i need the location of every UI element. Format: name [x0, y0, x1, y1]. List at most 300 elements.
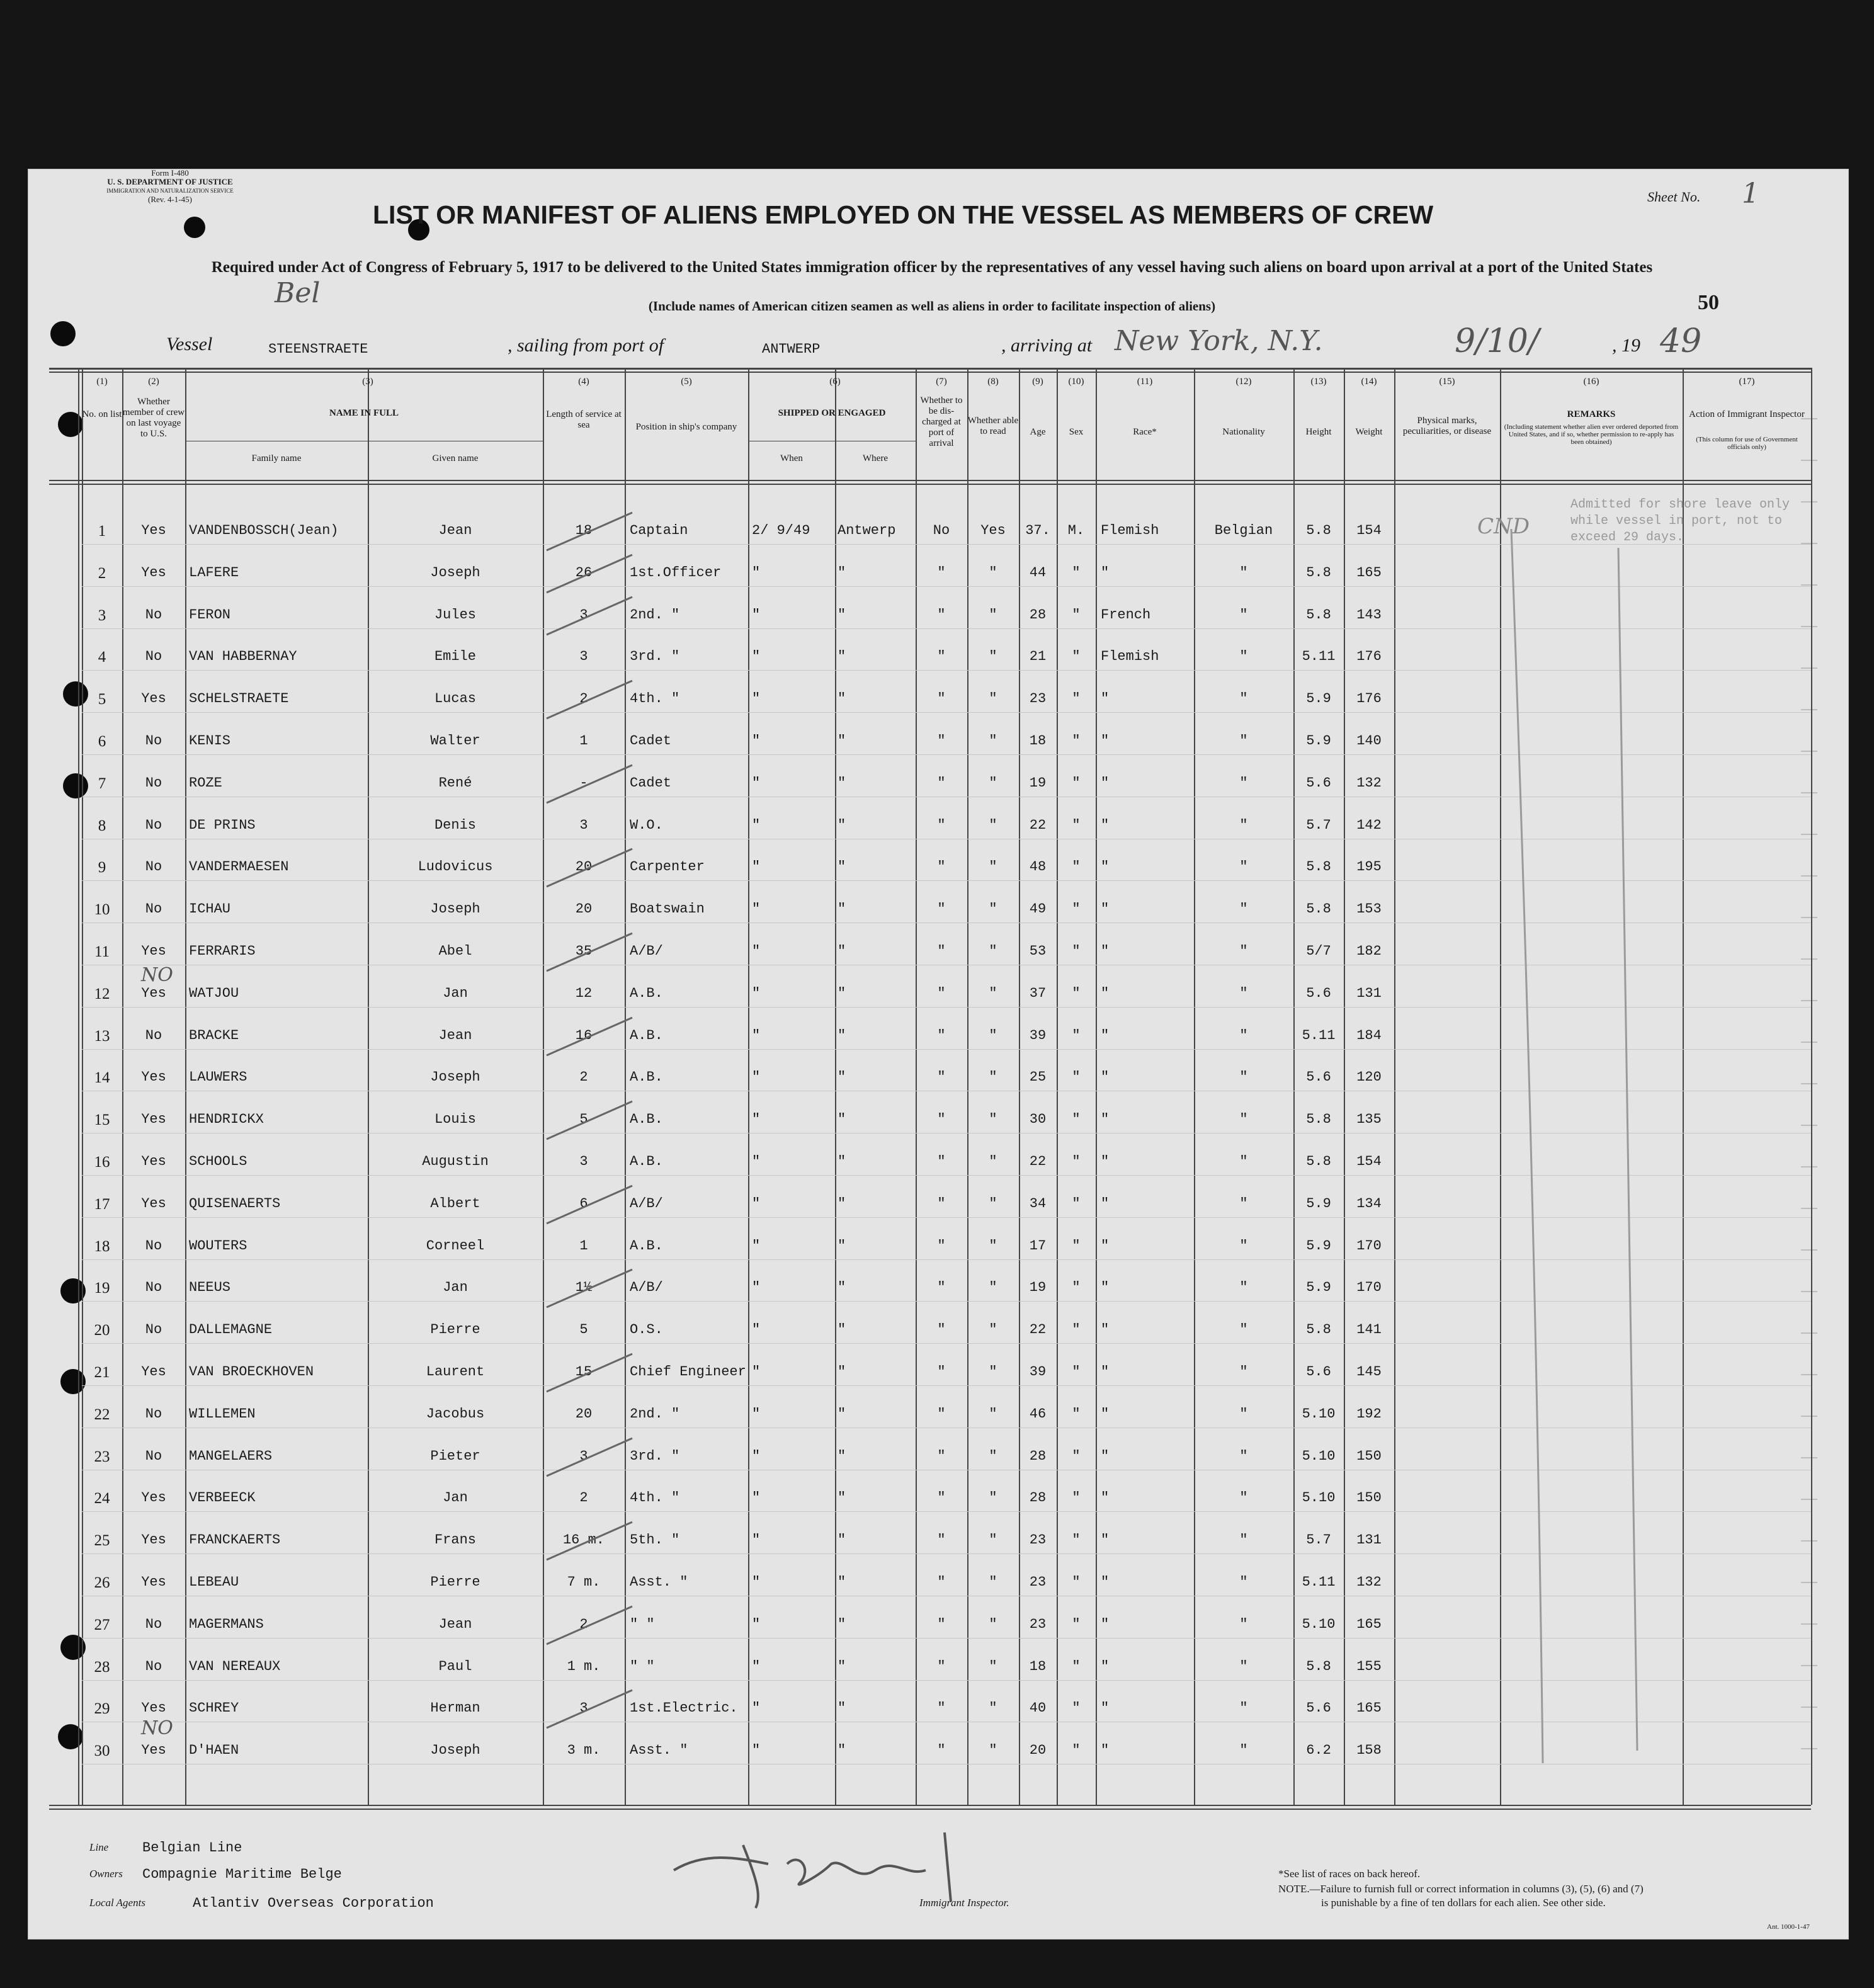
column-number: (10) [1068, 377, 1084, 387]
cell-race: " [1101, 985, 1110, 1001]
cell-position: Carpenter [630, 859, 705, 875]
cell-weight: 120 [1356, 1069, 1382, 1085]
cell-sex: " [1072, 1659, 1081, 1674]
cell-dis: " [937, 1659, 946, 1674]
cell-dis: " [937, 1322, 946, 1338]
cell-where: " [838, 1700, 846, 1716]
cell-sex: " [1072, 859, 1081, 875]
cell-where: " [838, 1406, 846, 1422]
cell-height: 5.11 [1302, 1028, 1336, 1043]
cell-position: 1st.Electric. [630, 1700, 738, 1716]
cell-height: 5.6 [1306, 985, 1331, 1001]
cell-weight: 132 [1356, 775, 1382, 791]
cell-no: 26 [94, 1574, 110, 1591]
column-number: (3) [362, 377, 373, 387]
cell-position: Cadet [630, 733, 672, 749]
cell-weight: 150 [1356, 1490, 1382, 1506]
cell-dis: " [937, 985, 946, 1001]
cell-when: " [752, 565, 761, 581]
cell-nat: " [1239, 985, 1248, 1001]
cell-service: 1 m. [567, 1659, 601, 1674]
cell-weight: 131 [1356, 1532, 1382, 1548]
cell-position: 1st.Officer [630, 565, 722, 581]
cell-no: 19 [94, 1280, 110, 1297]
cell-when: " [752, 1028, 761, 1043]
agents-label: Local Agents [89, 1897, 145, 1909]
cell-sex: " [1072, 1742, 1081, 1758]
cell-given: Jan [443, 1490, 468, 1506]
cell-height: 5.8 [1306, 1154, 1331, 1169]
remarks-line-3: exceed 29 days. [1570, 530, 1684, 545]
cell-nat: " [1239, 1406, 1248, 1422]
cell-service: 2 [579, 1616, 588, 1632]
column-header: REMARKS [1567, 409, 1616, 419]
cell-race: " [1101, 1154, 1110, 1169]
column-number: (17) [1739, 377, 1755, 387]
cell-nat: " [1239, 1490, 1248, 1506]
cell-given: Walter [430, 733, 480, 749]
cell-nat: " [1239, 1196, 1248, 1212]
year-prefix: , 19 [1612, 335, 1640, 356]
cell-when: " [752, 943, 761, 959]
cell-service: 15 [575, 1364, 593, 1380]
cell-service: 16 m. [562, 1532, 605, 1548]
cell-height: 5.6 [1306, 775, 1331, 791]
column-header: Given name [432, 453, 479, 463]
cell-weight: 135 [1356, 1111, 1382, 1127]
column-number: (11) [1137, 377, 1153, 387]
cell-read: " [989, 1111, 997, 1127]
cell-prev: No [145, 733, 162, 749]
cell-prev: Yes [141, 1196, 166, 1212]
cell-family: FERRARIS [189, 943, 256, 959]
cell-position: Chief Engineer [630, 1364, 746, 1380]
cell-height: 5.8 [1306, 607, 1331, 623]
cell-given: Albert [430, 1196, 480, 1212]
cell-given: Joseph [430, 1742, 480, 1758]
cell-position: 3rd. " [630, 649, 680, 664]
cell-weight: 170 [1356, 1280, 1382, 1295]
cell-weight: 165 [1356, 1616, 1382, 1632]
cell-read: " [989, 1069, 997, 1085]
cell-weight: 154 [1356, 1154, 1382, 1169]
cell-no: 20 [94, 1322, 110, 1339]
cell-service: 2 [579, 1069, 588, 1085]
cell-service: 20 [575, 859, 593, 875]
column-number: (16) [1583, 377, 1599, 387]
cell-prev: Yes [141, 1532, 166, 1548]
cell-when: " [752, 1154, 761, 1169]
cell-where: " [838, 1196, 846, 1212]
cell-when: " [752, 1364, 761, 1380]
cell-height: 5.9 [1306, 691, 1331, 707]
hand-note-row12: NO [141, 964, 173, 986]
cell-sex: " [1072, 1111, 1081, 1127]
cell-nat: " [1239, 691, 1248, 707]
cell-weight: 142 [1356, 817, 1382, 833]
cell-sex: " [1072, 1069, 1081, 1085]
cell-nat: " [1239, 1111, 1248, 1127]
cell-sex: " [1072, 607, 1081, 623]
cell-age: 22 [1029, 1322, 1047, 1338]
cell-nat: " [1239, 1154, 1248, 1169]
cell-dis: " [937, 565, 946, 581]
cell-sex: " [1072, 1490, 1081, 1506]
cell-family: D'HAEN [189, 1742, 239, 1758]
cell-service: 1 [579, 1238, 588, 1254]
cell-prev: Yes [141, 1742, 166, 1758]
cell-race: " [1101, 1532, 1110, 1548]
cell-read: " [989, 1196, 997, 1212]
line-value: Belgian Line [142, 1840, 242, 1856]
column-number: (2) [148, 377, 159, 387]
cell-where: " [838, 1280, 846, 1295]
cell-when: " [752, 1616, 761, 1632]
cell-position: " " [630, 1616, 655, 1632]
arrival-year: 49 [1660, 322, 1702, 360]
cell-nat: " [1239, 1659, 1248, 1674]
cell-race: French [1101, 607, 1151, 623]
cell-prev: Yes [141, 1574, 166, 1590]
cell-height: 5.8 [1306, 1111, 1331, 1127]
cell-prev: Yes [141, 691, 166, 707]
cell-given: Frans [434, 1532, 476, 1548]
cell-given: Corneel [426, 1238, 485, 1254]
cell-nat: " [1239, 1280, 1248, 1295]
cell-when: " [752, 1659, 761, 1674]
cell-race: " [1101, 1490, 1110, 1506]
cell-dis: " [937, 1196, 946, 1212]
cell-nat: " [1239, 1448, 1248, 1464]
cell-height: 5.8 [1306, 1659, 1331, 1674]
cell-dis: " [937, 1154, 946, 1169]
cell-race: " [1101, 1616, 1110, 1632]
cell-read: " [989, 607, 997, 623]
cell-nat: " [1239, 1574, 1248, 1590]
cell-race: " [1101, 1700, 1110, 1716]
sailing-label: , sailing from port of [508, 335, 664, 356]
cell-read: " [989, 775, 997, 791]
cell-age: 48 [1029, 859, 1047, 875]
cell-race: " [1101, 1448, 1110, 1464]
cell-family: ICHAU [189, 901, 231, 917]
owners-value: Compagnie Maritime Belge [142, 1866, 342, 1882]
cell-given: Herman [430, 1700, 480, 1716]
cell-where: " [838, 1574, 846, 1590]
column-number: (7) [936, 377, 947, 387]
cell-read: " [989, 1574, 997, 1590]
cell-height: 5.11 [1302, 649, 1336, 664]
cell-weight: 131 [1356, 985, 1382, 1001]
cell-family: QUISENAERTS [189, 1196, 281, 1212]
cell-position: A/B/ [630, 943, 663, 959]
port-to: New York, N.Y. [1115, 325, 1323, 357]
cell-family: SCHOOLS [189, 1154, 247, 1169]
cell-family: SCHREY [189, 1700, 239, 1716]
cell-dis: " [937, 1364, 946, 1380]
column-number: (13) [1310, 377, 1327, 387]
cell-height: 5.8 [1306, 565, 1331, 581]
cell-dis: " [937, 649, 946, 664]
cell-weight: 145 [1356, 1364, 1382, 1380]
cell-position: Cadet [630, 775, 672, 791]
cell-race: " [1101, 901, 1110, 917]
column-header: (Including statement whether alien ever ordered deported from United States, and if so, whether permission to re-apply has been obtained) [1504, 423, 1679, 446]
cell-dis: " [937, 1574, 946, 1590]
cell-no: 12 [94, 985, 110, 1003]
cell-weight: 170 [1356, 1238, 1382, 1254]
cell-weight: 165 [1356, 565, 1382, 581]
cell-prev: Yes [141, 1364, 166, 1380]
cell-no: 29 [94, 1700, 110, 1717]
cell-dis: " [937, 1238, 946, 1254]
column-number: (1) [96, 377, 108, 387]
cell-family: MANGELAERS [189, 1448, 273, 1464]
cell-dis: " [937, 691, 946, 707]
cell-age: 23 [1029, 1574, 1047, 1590]
cell-given: Abel [438, 943, 472, 959]
cell-service: 7 m. [567, 1574, 601, 1590]
cell-sex: " [1072, 1700, 1081, 1716]
cell-read: " [989, 1406, 997, 1422]
cell-no: 13 [94, 1028, 110, 1045]
cell-where: " [838, 1322, 846, 1338]
cell-given: René [438, 775, 472, 791]
cell-read: " [989, 817, 997, 833]
line-label: Line [89, 1841, 109, 1853]
cell-weight: 165 [1356, 1700, 1382, 1716]
cell-no: 3 [98, 607, 106, 624]
cell-position: A/B/ [630, 1196, 663, 1212]
cell-age: 20 [1029, 1742, 1047, 1758]
column-header: Length of service at sea [546, 409, 622, 430]
cell-position: Asst. " [630, 1574, 688, 1590]
cell-age: 28 [1029, 1448, 1047, 1464]
cell-family: HENDRICKX [189, 1111, 264, 1127]
cell-family: WATJOU [189, 985, 239, 1001]
cell-where: " [838, 649, 846, 664]
cell-position: 2nd. " [630, 1406, 680, 1422]
cell-read: Yes [980, 523, 1006, 538]
cell-race: " [1101, 1364, 1110, 1380]
cell-height: 5/7 [1306, 943, 1331, 959]
cell-prev: No [145, 859, 162, 875]
cell-weight: 182 [1356, 943, 1382, 959]
cell-given: Lucas [434, 691, 476, 707]
cell-where: " [838, 1659, 846, 1674]
cell-age: 23 [1029, 1532, 1047, 1548]
cell-no: 28 [94, 1659, 110, 1676]
cell-when: " [752, 1574, 761, 1590]
hand-note-row30: NO [141, 1717, 173, 1739]
penalty-note-2: is punishable by a fine of ten dollars for each alien. See other side. [1321, 1897, 1606, 1909]
cell-dis: " [937, 1028, 946, 1043]
cell-race: " [1101, 565, 1110, 581]
cell-prev: No [145, 1406, 162, 1422]
cell-age: 23 [1029, 1616, 1047, 1632]
cell-service: 26 [575, 565, 593, 581]
sheet-number: 1 [1742, 178, 1759, 210]
cell-height: 5.8 [1306, 1322, 1331, 1338]
cell-age: 34 [1029, 1196, 1047, 1212]
cell-when: " [752, 985, 761, 1001]
cell-sex: " [1072, 691, 1081, 707]
cell-height: 6.2 [1306, 1742, 1331, 1758]
cell-prev: Yes [141, 1700, 166, 1716]
cell-weight: 134 [1356, 1196, 1382, 1212]
cell-when: " [752, 1238, 761, 1254]
cell-given: Louis [434, 1111, 476, 1127]
cell-race: " [1101, 1406, 1110, 1422]
column-number: (14) [1361, 377, 1377, 387]
cell-read: " [989, 943, 997, 959]
cell-where: " [838, 1742, 846, 1758]
service: IMMIGRATION AND NATURALIZATION SERVICE [106, 188, 234, 194]
cell-prev: No [145, 1659, 162, 1674]
cell-family: VANDERMAESEN [189, 859, 289, 875]
cell-no: 30 [94, 1742, 110, 1759]
cell-service: 18 [575, 523, 593, 538]
cell-weight: 132 [1356, 1574, 1382, 1590]
cell-where: " [838, 1364, 846, 1380]
column-header: When [780, 453, 803, 463]
cell-dis: " [937, 859, 946, 875]
cell-prev: No [145, 649, 162, 664]
column-header: Family name [251, 453, 302, 463]
cell-height: 5.9 [1306, 1196, 1331, 1212]
cell-no: 18 [94, 1238, 110, 1255]
cell-read: " [989, 649, 997, 664]
cell-family: VANDENBOSSCH(Jean) [189, 523, 339, 538]
cell-where: " [838, 1490, 846, 1506]
cell-read: " [989, 565, 997, 581]
cell-age: 37. [1025, 523, 1050, 538]
column-number: (12) [1235, 377, 1252, 387]
cell-nat: " [1239, 1742, 1248, 1758]
cell-family: LEBEAU [189, 1574, 239, 1590]
cell-race: " [1101, 1196, 1110, 1212]
cell-given: Jules [434, 607, 476, 623]
cell-nat: Belgian [1214, 523, 1273, 538]
cell-race: " [1101, 775, 1110, 791]
cell-prev: No [145, 1238, 162, 1254]
cell-dis: " [937, 1490, 946, 1506]
cell-where: " [838, 901, 846, 917]
cell-service: 3 [579, 1700, 588, 1716]
cell-sex: " [1072, 649, 1081, 664]
cell-dis: " [937, 901, 946, 917]
arriving-label: , arriving at [1001, 335, 1093, 356]
cell-height: 5.7 [1306, 817, 1331, 833]
cell-when: " [752, 1280, 761, 1295]
cell-height: 5.11 [1302, 1574, 1336, 1590]
cell-sex: M. [1067, 523, 1085, 538]
cell-race: " [1101, 1322, 1110, 1338]
cell-position: A.B. [630, 1238, 663, 1254]
cell-height: 5.10 [1302, 1448, 1336, 1464]
cell-read: " [989, 1364, 997, 1380]
cell-sex: " [1072, 775, 1081, 791]
cell-prev: No [145, 901, 162, 917]
cell-height: 5.10 [1302, 1616, 1336, 1632]
column-header: SHIPPED OR ENGAGED [778, 408, 886, 418]
form-title: LIST OR MANIFEST OF ALIENS EMPLOYED ON THE VESSEL AS MEMBERS OF CREW [373, 200, 1434, 229]
cell-when: " [752, 1196, 761, 1212]
cell-where: " [838, 691, 846, 707]
cell-age: 19 [1029, 1280, 1047, 1295]
column-header: Whether able to read [967, 416, 1019, 436]
cell-race: " [1101, 817, 1110, 833]
cell-age: 46 [1029, 1406, 1047, 1422]
cell-dis: " [937, 1742, 946, 1758]
cell-family: LAUWERS [189, 1069, 247, 1085]
cell-prev: No [145, 1616, 162, 1632]
column-number: (4) [578, 377, 589, 387]
cell-service: 3 m. [567, 1742, 601, 1758]
cell-age: 21 [1029, 649, 1047, 664]
cell-sex: " [1072, 1154, 1081, 1169]
cell-height: 5.6 [1306, 1364, 1331, 1380]
cell-when: " [752, 775, 761, 791]
cell-where: " [838, 943, 846, 959]
cell-race: Flemish [1101, 649, 1159, 664]
cell-dis: " [937, 607, 946, 623]
cell-prev: No [145, 1280, 162, 1295]
cell-read: " [989, 1448, 997, 1464]
cell-read: " [989, 1742, 997, 1758]
column-header: Weight [1355, 427, 1383, 437]
cell-when: " [752, 733, 761, 749]
cell-given: Pierre [430, 1322, 480, 1338]
cell-nat: " [1239, 859, 1248, 875]
cell-position: W.O. [630, 817, 663, 833]
cell-service: - [579, 775, 588, 791]
cell-service: 12 [575, 985, 593, 1001]
cell-when: " [752, 901, 761, 917]
cell-height: 5.6 [1306, 1700, 1331, 1716]
column-number: (8) [987, 377, 999, 387]
cell-race: " [1101, 1069, 1110, 1085]
cell-age: 39 [1029, 1028, 1047, 1043]
cell-where: " [838, 985, 846, 1001]
cell-no: 15 [94, 1111, 110, 1128]
cell-sex: " [1072, 1322, 1081, 1338]
cell-age: 39 [1029, 1364, 1047, 1380]
cell-race: " [1101, 1111, 1110, 1127]
cell-age: 18 [1029, 733, 1047, 749]
cell-sex: " [1072, 1532, 1081, 1548]
cell-position: 5th. " [630, 1532, 680, 1548]
cell-given: Jean [438, 1028, 472, 1043]
owners-label: Owners [89, 1868, 123, 1880]
column-header: Where [863, 453, 888, 463]
cell-position: 4th. " [630, 1490, 680, 1506]
cell-family: LAFERE [189, 565, 239, 581]
cell-family: DALLEMAGNE [189, 1322, 273, 1338]
cell-dis: " [937, 1448, 946, 1464]
cell-read: " [989, 1280, 997, 1295]
remarks-line-1: Admitted for shore leave only [1570, 497, 1790, 512]
vessel-label: Vessel [166, 334, 213, 355]
cell-nat: " [1239, 1028, 1248, 1043]
cell-nat: " [1239, 817, 1248, 833]
cell-sex: " [1072, 1028, 1081, 1043]
cell-weight: 154 [1356, 523, 1382, 538]
cell-family: DE PRINS [189, 817, 256, 833]
cell-prev: No [145, 1322, 162, 1338]
cell-weight: 195 [1356, 859, 1382, 875]
cell-no: 1 [98, 523, 106, 540]
